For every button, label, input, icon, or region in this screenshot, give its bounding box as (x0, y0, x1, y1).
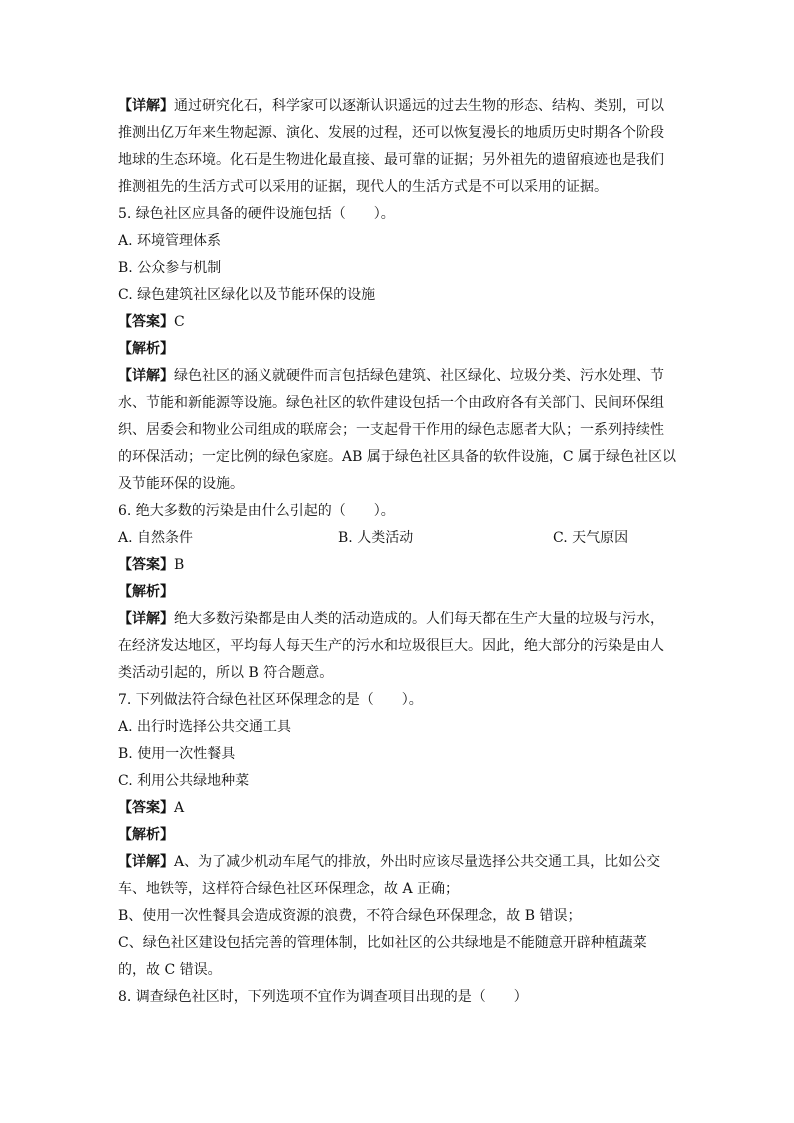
q6-options-row (118, 525, 678, 552)
q5-option-a: A. 环境管理体系 (118, 233, 222, 249)
q5-option-c: C. 绿色建筑社区绿化以及节能环保的设施 (118, 287, 376, 303)
q6-option-c: C. 天气原因 (553, 530, 629, 546)
detail-text: 通过研究化石，科学家可以逐渐认识遥远的过去生物的形态、结构、类别，可以 (174, 98, 664, 114)
answer-label: 【答案】 (118, 314, 174, 330)
answer-label: 【答案】 (118, 800, 174, 816)
answer-value: C (174, 314, 185, 330)
q6-option-b: B. 人类活动 (338, 530, 414, 546)
document-content (118, 93, 678, 1011)
q7-option-c: C. 利用公共绿地种菜 (118, 773, 250, 789)
q6-analysis-label: 【解析】 (118, 584, 174, 600)
detail-text: A、为了减少机动车尾气的排放，外出时应该尽量选择公共交通工具，比如公交 (174, 854, 661, 870)
q5-answer (118, 309, 678, 336)
q4-detail-line-1 (118, 93, 678, 120)
q5-question: 5. 绿色社区应具备的硬件设施包括（ ）。 (118, 206, 395, 222)
q5-detail-line-4: 的环保活动；一定比例的绿色家庭。AB 属于绿色社区具备的软件设施，C 属于绿色社区以 (118, 449, 677, 465)
answer-label: 【答案】 (118, 557, 174, 573)
q8-question: 8. 调查绿色社区时，下列选项不宜作为调查项目出现的是（ ） (118, 989, 528, 1005)
q7-answer (118, 795, 678, 822)
q4-detail-line-4: 推测祖先的生活方式可以采用的证据，现代人的生活方式是不可以采用的证据。 (118, 179, 608, 195)
q5-detail-line-5: 及节能环保的设施。 (118, 476, 244, 492)
q7-detail-line-3: B、使用一次性餐具会造成资源的浪费，不符合绿色环保理念，故 B 错误； (118, 908, 582, 924)
q7-option-a: A. 出行时选择公共交通工具 (118, 719, 292, 735)
detail-label: 【详解】 (118, 98, 174, 114)
q6-answer (118, 552, 678, 579)
detail-text: 绝大多数污染都是由人类的活动造成的。人们每天都在生产大量的垃圾与污水， (174, 611, 664, 627)
q5-analysis-label: 【解析】 (118, 341, 174, 357)
q7-option-b: B. 使用一次性餐具 (118, 746, 236, 762)
answer-value: B (174, 557, 185, 573)
q5-option-b: B. 公众参与机制 (118, 260, 222, 276)
q6-option-a: A. 自然条件 (118, 530, 194, 546)
q7-detail-line-5: 的，故 C 错误。 (118, 962, 222, 978)
q7-detail-line-1 (118, 849, 678, 876)
q5-detail-line-3: 织、居委会和物业公司组成的联席会；一支起骨干作用的绿色志愿者大队；一系列持续性 (118, 422, 664, 438)
q7-question: 7. 下列做法符合绿色社区环保理念的是（ ）。 (118, 692, 423, 708)
detail-label: 【详解】 (118, 368, 174, 384)
q6-detail-line-2: 在经济发达地区，平均每人每天生产的污水和垃圾很巨大。因此，绝大部分的污染是由人 (118, 638, 664, 654)
q7-detail-line-4: C、绿色社区建设包括完善的管理体制，比如社区的公共绿地是不能随意开辟种植蔬菜 (118, 935, 647, 951)
detail-text: 绿色社区的涵义就硬件而言包括绿色建筑、社区绿化、垃圾分类、污水处理、节 (174, 368, 664, 384)
answer-value: A (174, 800, 185, 816)
q5-detail-line-1 (118, 363, 678, 390)
q6-question: 6. 绝大多数的污染是由什么引起的（ ）。 (118, 503, 395, 519)
q7-analysis-label: 【解析】 (118, 827, 174, 843)
q6-detail-line-1 (118, 606, 678, 633)
detail-label: 【详解】 (118, 854, 174, 870)
detail-label: 【详解】 (118, 611, 174, 627)
q4-detail-line-3: 地球的生态环境。化石是生物进化最直接、最可靠的证据；另外祖先的遗留痕迹也是我们 (118, 152, 664, 168)
q6-detail-line-3: 类活动引起的，所以 B 符合题意。 (118, 665, 334, 681)
q4-detail-line-2: 推测出亿万年来生物起源、演化、发展的过程，还可以恢复漫长的地质历史时期各个阶段 (118, 125, 664, 141)
q7-detail-line-2: 车、地铁等，这样符合绿色社区环保理念，故 A 正确； (118, 881, 460, 897)
q5-detail-line-2: 水、节能和新能源等设施。绿色社区的软件建设包括一个由政府各有关部门、民间环保组 (118, 395, 664, 411)
